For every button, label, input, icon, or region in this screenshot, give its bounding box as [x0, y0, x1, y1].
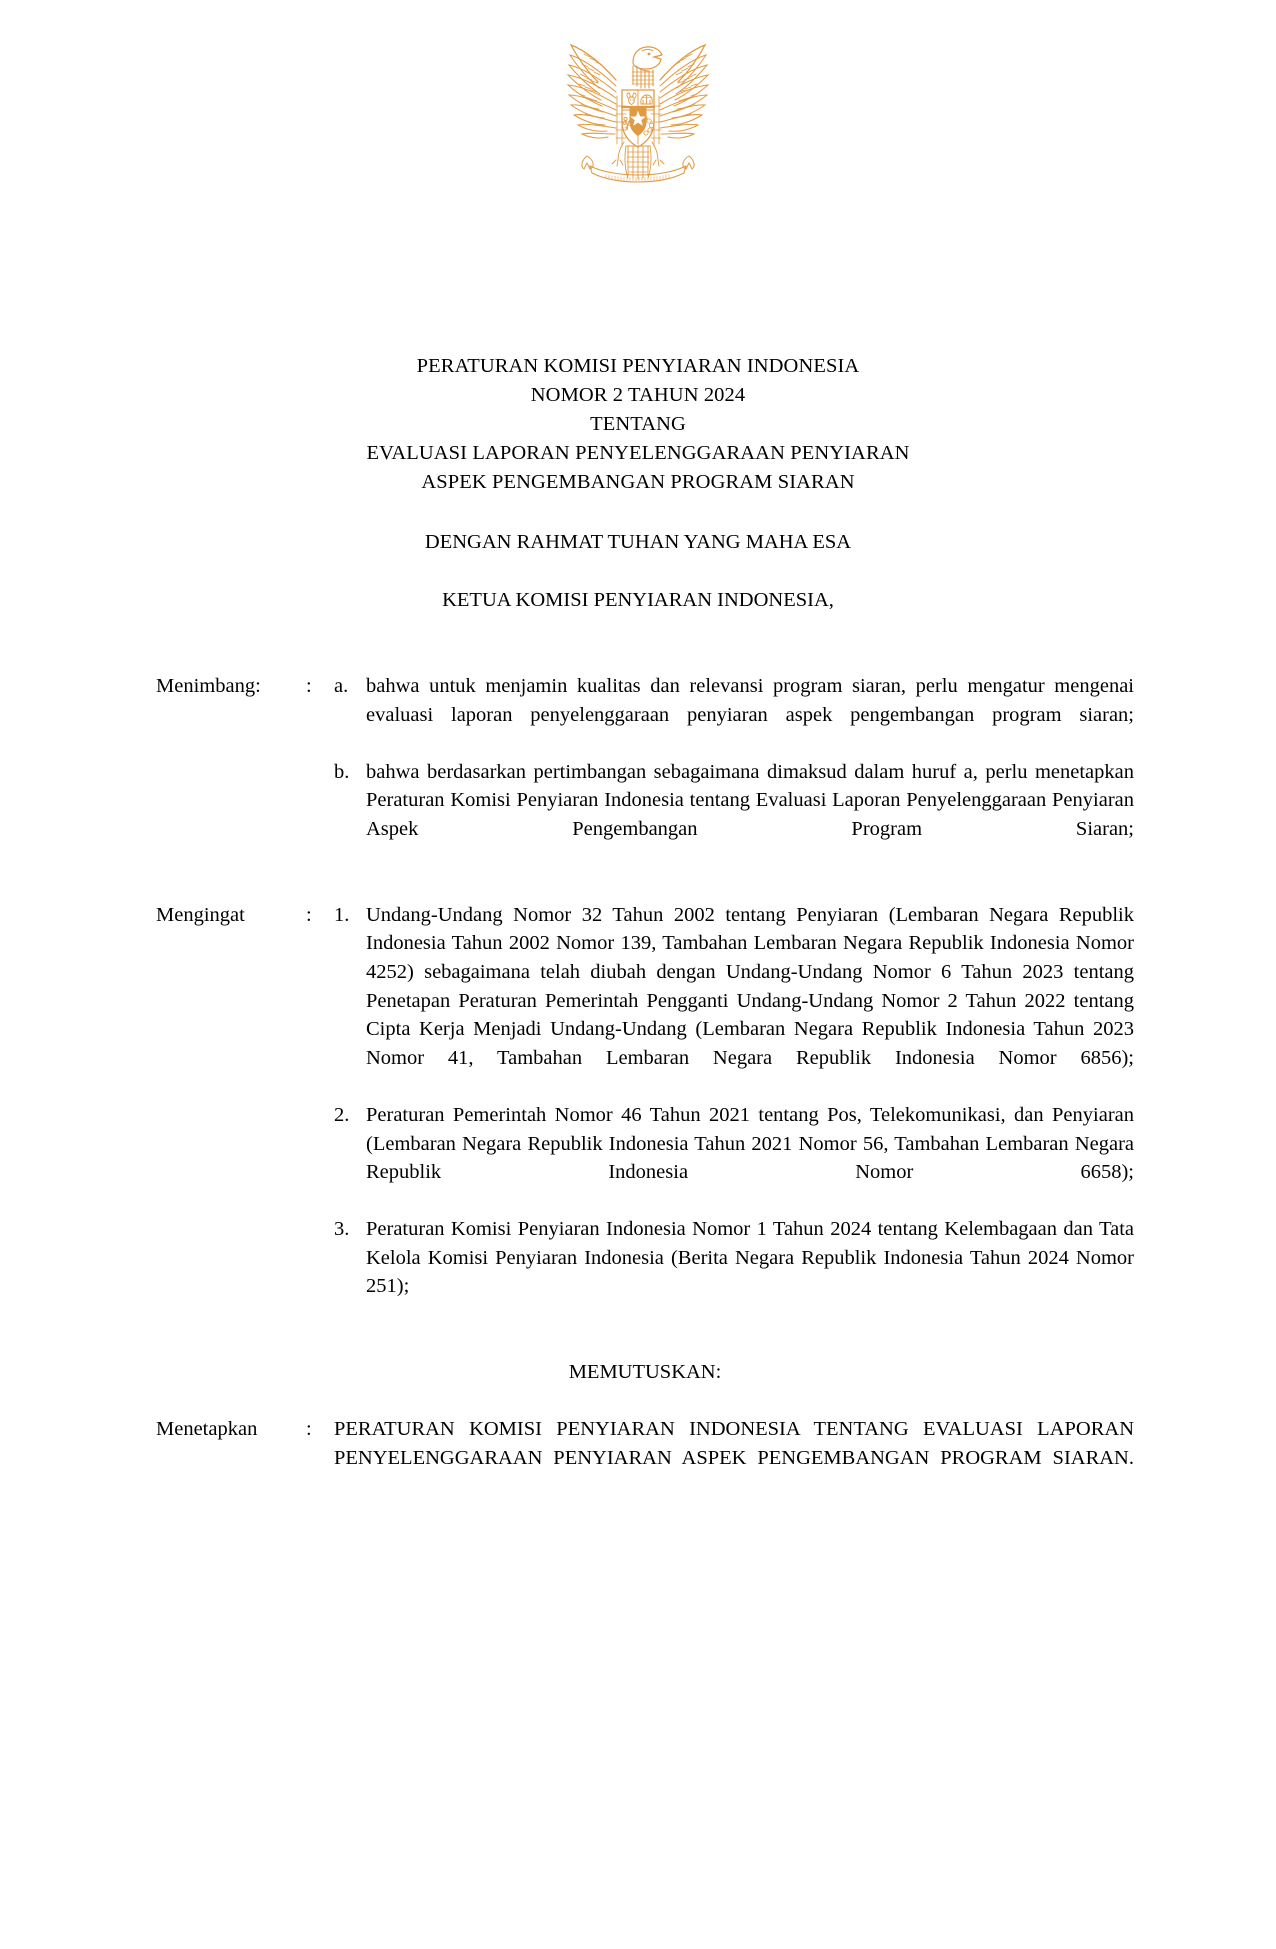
title-line-2: NOMOR 2 TAHUN 2024 [530, 384, 746, 406]
garuda-pancasila-emblem [554, 26, 722, 186]
list-item [334, 672, 1134, 758]
item-text: Peraturan Komisi Penyiaran Indonesia Nomor 1 Tahun 2024 tentang Kelembagaan dan Tata Kelola Komisi Penyiaran Indonesia (Berita Negara Republik Indonesia Tahun 2024 Nomor 251); [366, 1218, 1134, 1298]
emblem-container [0, 26, 1276, 186]
list-item [334, 901, 1134, 1101]
list-item [334, 1101, 1134, 1215]
item-marker: b. [334, 760, 350, 783]
invocation-line: DENGAN RAHMAT TUHAN YANG MAHA ESA [424, 531, 852, 553]
item-text: Undang-Undang Nomor 32 Tahun 2002 tentang Penyiaran (Lembaran Negara Republik Indonesia Tahun 2002 Nomor 139, Tambahan Lembaran Negara Republik Indonesia Nomor 4252) sebagaimana telah diubah dengan Undang-Undang Nomor 6 Tahun 2023 tentang Penetapan Peraturan Pemerintah Pengganti Undang-Undang Nomor 2 Tahun 2022 tentang Cipta Kerja Menjadi Undang-Undang (Lembaran Negara Republik Indonesia Tahun 2023 Nomor 41, Tambahan Lembaran Negara Republik Indonesia Nomor 6856); [366, 903, 1134, 1069]
clause-establishing [156, 1415, 1134, 1501]
title-line-3: TENTANG [590, 413, 686, 435]
page-title [0, 352, 1276, 497]
item-marker: a. [334, 675, 349, 697]
recalling-colon: : [306, 903, 312, 926]
title-line-1: PERATURAN KOMISI PENYIARAN INDONESIA [416, 355, 860, 377]
establishing-colon: : [306, 1418, 312, 1441]
item-marker: 1. [334, 903, 350, 926]
considering-colon: : [306, 675, 312, 697]
establishing-text: PERATURAN KOMISI PENYIARAN INDONESIA TENTANG EVALUASI LAPORAN PENYELENGGARAAN PENYIARAN ASPEK PENGEMBANGAN PROGRAM SIARAN. [334, 1418, 1134, 1470]
establishing-label: Menetapkan [156, 1418, 258, 1441]
list-item [334, 758, 1134, 872]
item-marker: 3. [334, 1218, 350, 1241]
item-text: bahwa untuk menjamin kualitas dan relevansi program siaran, perlu mengatur mengenai evaluasi laporan penyelenggaraan penyiaran aspek pengembangan program siaran; [366, 675, 1134, 726]
title-line-4: EVALUASI LAPORAN PENYELENGGARAAN PENYIARAN [366, 442, 910, 464]
authority-line: KETUA KOMISI PENYIARAN INDONESIA, [442, 589, 834, 611]
decides-heading: MEMUTUSKAN: [568, 1361, 722, 1384]
decides-row [156, 1358, 1134, 1387]
list-item [334, 1215, 1134, 1329]
recalling-label: Mengingat [156, 903, 245, 926]
considering-items [334, 672, 1134, 872]
considering-label: Menimbang: [156, 675, 261, 697]
clauses-container [156, 672, 1134, 1501]
title-line-5: ASPEK PENGEMBANGAN PROGRAM SIARAN [421, 471, 855, 493]
clause-recalling [156, 901, 1134, 1330]
item-text: bahwa berdasarkan pertimbangan sebagaimana dimaksud dalam huruf a, perlu menetapkan Peraturan Komisi Penyiaran Indonesia tentang Evaluasi Laporan Penyelenggaraan Penyiaran Aspek Pengembangan Program Siaran; [366, 760, 1134, 840]
recalling-items [334, 901, 1134, 1330]
item-text: Peraturan Pemerintah Nomor 46 Tahun 2021 tentang Pos, Telekomunikasi, dan Penyiaran (Lembaran Negara Republik Indonesia Tahun 2021 Nomor 56, Tambahan Lembaran Negara Republik Indonesia Nomor 6658); [366, 1103, 1134, 1184]
clause-considering [156, 672, 1134, 872]
item-marker: 2. [334, 1103, 350, 1126]
